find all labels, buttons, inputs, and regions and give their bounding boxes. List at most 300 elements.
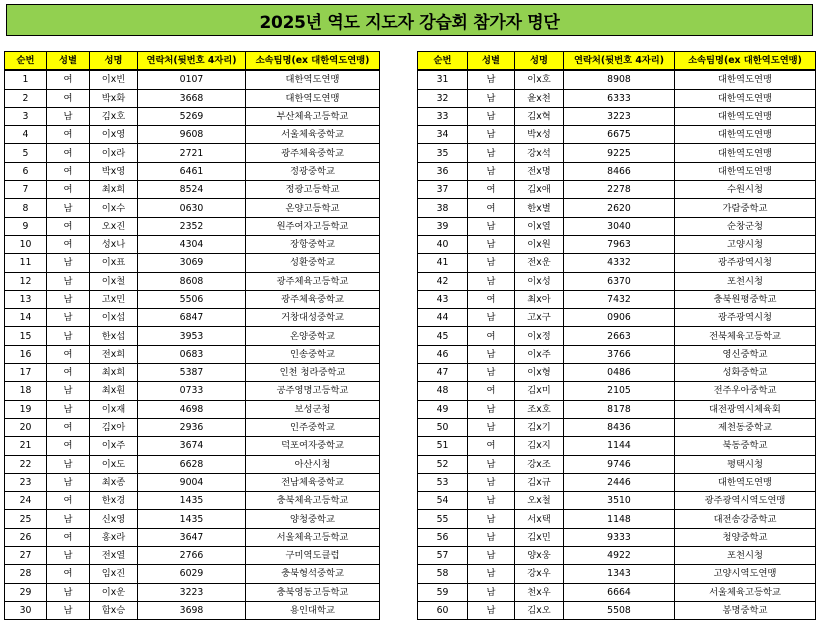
table-row — [5, 235, 380, 253]
cell-name: 임x진 — [90, 565, 138, 583]
cell-number: 35 — [418, 144, 468, 162]
cell-number: 20 — [5, 418, 47, 436]
cell-name: 김x민 — [515, 528, 564, 546]
cell-gender: 남 — [468, 583, 515, 601]
cell-contact: 0630 — [138, 199, 246, 217]
cell-gender: 여 — [47, 528, 90, 546]
cell-number: 22 — [5, 455, 47, 473]
cell-name: 이x재 — [90, 400, 138, 418]
cell-team: 아산시청 — [246, 455, 380, 473]
cell-name: 김x아 — [90, 418, 138, 436]
cell-contact: 8908 — [564, 70, 675, 89]
cell-team: 대한역도연맹 — [675, 126, 816, 144]
cell-name: 고x민 — [90, 290, 138, 308]
roster-table-right — [417, 51, 816, 620]
cell-number: 16 — [5, 345, 47, 363]
cell-contact: 6029 — [138, 565, 246, 583]
cell-number: 4 — [5, 126, 47, 144]
table-row — [418, 418, 816, 436]
cell-gender: 남 — [468, 126, 515, 144]
cell-team: 성화중학교 — [675, 364, 816, 382]
cell-name: 함x승 — [90, 601, 138, 619]
cell-team: 대한역도연맹 — [246, 70, 380, 89]
table-row — [418, 144, 816, 162]
cell-name: 서x택 — [515, 510, 564, 528]
cell-team: 구미역도클럽 — [246, 547, 380, 565]
header-team: 소속팀명(ex 대한역도연맹) — [246, 52, 380, 71]
cell-number: 43 — [418, 290, 468, 308]
cell-contact: 9333 — [564, 528, 675, 546]
table-row — [418, 492, 816, 510]
table-row — [418, 254, 816, 272]
cell-name: 강x우 — [515, 565, 564, 583]
cell-contact: 5269 — [138, 107, 246, 125]
cell-contact: 2278 — [564, 181, 675, 199]
cell-contact: 5506 — [138, 290, 246, 308]
table-row — [5, 583, 380, 601]
cell-number: 45 — [418, 327, 468, 345]
cell-number: 47 — [418, 364, 468, 382]
cell-team: 충북형석중학교 — [246, 565, 380, 583]
cell-gender: 남 — [468, 162, 515, 180]
cell-team: 대한역도연맹 — [675, 162, 816, 180]
cell-contact: 2105 — [564, 382, 675, 400]
cell-number: 40 — [418, 235, 468, 253]
cell-team: 정광고등학교 — [246, 181, 380, 199]
table-row — [418, 181, 816, 199]
cell-gender: 여 — [468, 327, 515, 345]
cell-contact: 2620 — [564, 199, 675, 217]
cell-number: 8 — [5, 199, 47, 217]
cell-team: 봉명중학교 — [675, 601, 816, 619]
cell-name: 천x우 — [515, 583, 564, 601]
cell-team: 부산체육고등학교 — [246, 107, 380, 125]
cell-team: 공주영명고등학교 — [246, 382, 380, 400]
cell-number: 52 — [418, 455, 468, 473]
cell-number: 5 — [5, 144, 47, 162]
cell-contact: 3223 — [138, 583, 246, 601]
cell-number: 23 — [5, 473, 47, 491]
cell-team: 서울체육고등학교 — [246, 528, 380, 546]
cell-team: 온양중학교 — [246, 327, 380, 345]
cell-team: 충북영동고등학교 — [246, 583, 380, 601]
cell-contact: 1435 — [138, 492, 246, 510]
cell-gender: 남 — [468, 235, 515, 253]
cell-number: 6 — [5, 162, 47, 180]
cell-gender: 남 — [468, 528, 515, 546]
table-row — [418, 217, 816, 235]
cell-name: 박x화 — [90, 89, 138, 107]
header-gender: 성별 — [47, 52, 90, 71]
cell-contact: 4922 — [564, 547, 675, 565]
cell-team: 양청중학교 — [246, 510, 380, 528]
cell-number: 50 — [418, 418, 468, 436]
cell-team: 광주광역시청 — [675, 309, 816, 327]
cell-name: 김x호 — [90, 107, 138, 125]
cell-number: 11 — [5, 254, 47, 272]
cell-gender: 여 — [47, 162, 90, 180]
cell-gender: 여 — [47, 126, 90, 144]
cell-team: 장항중학교 — [246, 235, 380, 253]
cell-name: 성x나 — [90, 235, 138, 253]
cell-number: 17 — [5, 364, 47, 382]
cell-contact: 2663 — [564, 327, 675, 345]
table-row — [5, 217, 380, 235]
cell-name: 홍x라 — [90, 528, 138, 546]
cell-gender: 여 — [468, 181, 515, 199]
table-row — [418, 455, 816, 473]
table-row — [418, 89, 816, 107]
header-contact: 연락처(뒷번호 4자리) — [138, 52, 246, 71]
header-contact: 연락처(뒷번호 4자리) — [564, 52, 675, 71]
cell-team: 고양시역도연맹 — [675, 565, 816, 583]
cell-gender: 남 — [47, 455, 90, 473]
cell-number: 39 — [418, 217, 468, 235]
table-row — [418, 400, 816, 418]
cell-team: 대한역도연맹 — [675, 473, 816, 491]
cell-gender: 여 — [47, 217, 90, 235]
cell-team: 대한역도연맹 — [246, 89, 380, 107]
table-row — [418, 364, 816, 382]
cell-number: 46 — [418, 345, 468, 363]
table-row — [5, 144, 380, 162]
cell-number: 7 — [5, 181, 47, 199]
cell-team: 거창대성중학교 — [246, 309, 380, 327]
cell-contact: 3668 — [138, 89, 246, 107]
table-row — [418, 235, 816, 253]
table-row — [5, 254, 380, 272]
cell-number: 29 — [5, 583, 47, 601]
cell-name: 이x주 — [515, 345, 564, 363]
cell-name: 최x아 — [515, 290, 564, 308]
cell-name: 이x라 — [90, 144, 138, 162]
table-row — [418, 309, 816, 327]
table-row — [5, 400, 380, 418]
cell-gender: 여 — [47, 345, 90, 363]
table-row — [5, 528, 380, 546]
cell-contact: 2352 — [138, 217, 246, 235]
table-row — [418, 70, 816, 89]
page-title: 2025년 역도 지도자 강습회 참가자 명단 — [6, 4, 813, 36]
cell-contact: 0486 — [564, 364, 675, 382]
cell-team: 용인대학교 — [246, 601, 380, 619]
cell-gender: 여 — [468, 290, 515, 308]
cell-contact: 8178 — [564, 400, 675, 418]
table-row — [5, 345, 380, 363]
cell-contact: 9225 — [564, 144, 675, 162]
cell-team: 원주여자고등학교 — [246, 217, 380, 235]
cell-name: 이x영 — [90, 126, 138, 144]
cell-team: 성환중학교 — [246, 254, 380, 272]
cell-number: 3 — [5, 107, 47, 125]
cell-team: 전주우아중학교 — [675, 382, 816, 400]
table-header-row — [418, 52, 816, 71]
table-row — [418, 473, 816, 491]
cell-contact: 4698 — [138, 400, 246, 418]
cell-name: 한x별 — [515, 199, 564, 217]
cell-gender: 남 — [47, 601, 90, 619]
cell-name: 이x원 — [515, 235, 564, 253]
cell-name: 이x표 — [90, 254, 138, 272]
cell-name: 최x훤 — [90, 382, 138, 400]
cell-gender: 남 — [468, 510, 515, 528]
cell-number: 49 — [418, 400, 468, 418]
table-row — [5, 510, 380, 528]
cell-team: 수원시청 — [675, 181, 816, 199]
table-row — [5, 181, 380, 199]
table-row — [418, 107, 816, 125]
cell-contact: 0107 — [138, 70, 246, 89]
cell-name: 김x오 — [515, 601, 564, 619]
cell-gender: 남 — [47, 473, 90, 491]
cell-team: 인송중학교 — [246, 345, 380, 363]
cell-contact: 6628 — [138, 455, 246, 473]
cell-gender: 여 — [47, 89, 90, 107]
table-row — [418, 565, 816, 583]
cell-name: 전x명 — [515, 162, 564, 180]
table-row — [418, 437, 816, 455]
cell-number: 31 — [418, 70, 468, 89]
table-row — [418, 272, 816, 290]
cell-name: 이x수 — [90, 199, 138, 217]
cell-gender: 남 — [47, 400, 90, 418]
table-row — [5, 107, 380, 125]
cell-gender: 남 — [468, 272, 515, 290]
cell-name: 신x영 — [90, 510, 138, 528]
table-row — [5, 492, 380, 510]
cell-gender: 여 — [468, 437, 515, 455]
cell-team: 서울체육고등학교 — [675, 583, 816, 601]
cell-contact: 8466 — [564, 162, 675, 180]
cell-contact: 6664 — [564, 583, 675, 601]
cell-name: 오x철 — [515, 492, 564, 510]
table-row — [5, 601, 380, 619]
cell-name: 이x주 — [90, 437, 138, 455]
cell-team: 보성군청 — [246, 400, 380, 418]
cell-contact: 8436 — [564, 418, 675, 436]
cell-contact: 0733 — [138, 382, 246, 400]
table-row — [418, 199, 816, 217]
cell-gender: 남 — [468, 364, 515, 382]
cell-contact: 3698 — [138, 601, 246, 619]
cell-gender: 남 — [468, 309, 515, 327]
cell-team: 북동중학교 — [675, 437, 816, 455]
cell-gender: 남 — [468, 565, 515, 583]
table-row — [418, 162, 816, 180]
cell-gender: 남 — [468, 601, 515, 619]
table-row — [5, 418, 380, 436]
cell-name: 이x형 — [515, 364, 564, 382]
cell-number: 59 — [418, 583, 468, 601]
cell-number: 10 — [5, 235, 47, 253]
cell-team: 대전광역시체육회 — [675, 400, 816, 418]
cell-name: 양x웅 — [515, 547, 564, 565]
cell-gender: 여 — [468, 199, 515, 217]
table-row — [418, 601, 816, 619]
header-name: 성명 — [90, 52, 138, 71]
cell-contact: 2766 — [138, 547, 246, 565]
cell-name: 이x호 — [515, 70, 564, 89]
cell-name: 강x석 — [515, 144, 564, 162]
cell-name: 이x성 — [515, 272, 564, 290]
cell-contact: 6333 — [564, 89, 675, 107]
cell-contact: 2721 — [138, 144, 246, 162]
table-row — [418, 327, 816, 345]
cell-contact: 9746 — [564, 455, 675, 473]
cell-contact: 3510 — [564, 492, 675, 510]
cell-name: 김x기 — [515, 418, 564, 436]
cell-team: 서울체육중학교 — [246, 126, 380, 144]
table-row — [418, 510, 816, 528]
roster-table-left — [4, 51, 380, 620]
cell-team: 광주광역시청 — [675, 254, 816, 272]
cell-name: 박x성 — [515, 126, 564, 144]
cell-number: 2 — [5, 89, 47, 107]
cell-contact: 5508 — [564, 601, 675, 619]
cell-team: 광주체육중학교 — [246, 290, 380, 308]
cell-team: 광주체육고등학교 — [246, 272, 380, 290]
header-team: 소속팀명(ex 대한역도연맹) — [675, 52, 816, 71]
cell-team: 청양중학교 — [675, 528, 816, 546]
table-header-row — [5, 52, 380, 71]
cell-number: 1 — [5, 70, 47, 89]
cell-gender: 여 — [47, 437, 90, 455]
cell-team: 온양고등학교 — [246, 199, 380, 217]
cell-gender: 남 — [47, 327, 90, 345]
table-row — [5, 199, 380, 217]
table-row — [418, 290, 816, 308]
cell-name: 이x도 — [90, 455, 138, 473]
cell-number: 51 — [418, 437, 468, 455]
cell-number: 15 — [5, 327, 47, 345]
cell-contact: 3223 — [564, 107, 675, 125]
cell-name: 고x구 — [515, 309, 564, 327]
cell-name: 조x호 — [515, 400, 564, 418]
cell-contact: 0906 — [564, 309, 675, 327]
cell-name: 김x혁 — [515, 107, 564, 125]
cell-team: 순창군청 — [675, 217, 816, 235]
header-number: 순번 — [418, 52, 468, 71]
table-row — [5, 327, 380, 345]
cell-gender: 여 — [47, 418, 90, 436]
cell-team: 평택시청 — [675, 455, 816, 473]
cell-contact: 3069 — [138, 254, 246, 272]
cell-gender: 남 — [47, 583, 90, 601]
cell-number: 9 — [5, 217, 47, 235]
cell-team: 인천 청라중학교 — [246, 364, 380, 382]
cell-number: 42 — [418, 272, 468, 290]
header-name: 성명 — [515, 52, 564, 71]
cell-team: 덕포여자중학교 — [246, 437, 380, 455]
cell-gender: 여 — [47, 181, 90, 199]
cell-name: 김x미 — [515, 382, 564, 400]
cell-contact: 9004 — [138, 473, 246, 491]
cell-name: 오x진 — [90, 217, 138, 235]
cell-number: 57 — [418, 547, 468, 565]
table-row — [5, 455, 380, 473]
cell-contact: 1148 — [564, 510, 675, 528]
table-row — [418, 583, 816, 601]
cell-contact: 1144 — [564, 437, 675, 455]
table-row — [5, 309, 380, 327]
table-row — [418, 547, 816, 565]
cell-contact: 6370 — [564, 272, 675, 290]
cell-team: 광주광역시역도연맹 — [675, 492, 816, 510]
cell-number: 27 — [5, 547, 47, 565]
cell-contact: 1343 — [564, 565, 675, 583]
cell-gender: 남 — [468, 547, 515, 565]
cell-number: 48 — [418, 382, 468, 400]
cell-team: 전남체육중학교 — [246, 473, 380, 491]
cell-number: 30 — [5, 601, 47, 619]
cell-team: 대한역도연맹 — [675, 144, 816, 162]
cell-contact: 3674 — [138, 437, 246, 455]
cell-number: 26 — [5, 528, 47, 546]
cell-gender: 남 — [47, 510, 90, 528]
cell-name: 이x정 — [515, 327, 564, 345]
cell-number: 25 — [5, 510, 47, 528]
cell-number: 21 — [5, 437, 47, 455]
cell-number: 54 — [418, 492, 468, 510]
table-row — [5, 547, 380, 565]
cell-number: 53 — [418, 473, 468, 491]
cell-contact: 4332 — [564, 254, 675, 272]
table-row — [5, 364, 380, 382]
cell-contact: 0683 — [138, 345, 246, 363]
cell-gender: 남 — [47, 547, 90, 565]
cell-contact: 8524 — [138, 181, 246, 199]
cell-team: 정광중학교 — [246, 162, 380, 180]
cell-number: 36 — [418, 162, 468, 180]
cell-number: 41 — [418, 254, 468, 272]
cell-contact: 3647 — [138, 528, 246, 546]
cell-gender: 남 — [468, 89, 515, 107]
cell-name: 이x운 — [90, 583, 138, 601]
cell-name: 한x경 — [90, 492, 138, 510]
cell-number: 33 — [418, 107, 468, 125]
cell-team: 대한역도연맹 — [675, 89, 816, 107]
cell-gender: 남 — [468, 217, 515, 235]
cell-team: 대한역도연맹 — [675, 107, 816, 125]
cell-team: 대전송강중학교 — [675, 510, 816, 528]
cell-gender: 남 — [468, 455, 515, 473]
cell-number: 44 — [418, 309, 468, 327]
table-row — [5, 272, 380, 290]
table-row — [5, 89, 380, 107]
cell-name: 강x조 — [515, 455, 564, 473]
cell-contact: 7432 — [564, 290, 675, 308]
cell-contact: 6847 — [138, 309, 246, 327]
cell-name: 박x영 — [90, 162, 138, 180]
cell-name: 최x희 — [90, 181, 138, 199]
cell-name: 최x희 — [90, 364, 138, 382]
cell-gender: 남 — [468, 492, 515, 510]
cell-number: 24 — [5, 492, 47, 510]
cell-gender: 남 — [468, 254, 515, 272]
cell-contact: 5387 — [138, 364, 246, 382]
cell-team: 제천동중학교 — [675, 418, 816, 436]
cell-team: 포천시청 — [675, 547, 816, 565]
table-row — [5, 382, 380, 400]
cell-gender: 남 — [468, 473, 515, 491]
cell-team: 고양시청 — [675, 235, 816, 253]
table-row — [5, 290, 380, 308]
cell-name: 이x빈 — [90, 70, 138, 89]
cell-team: 충북원평중학교 — [675, 290, 816, 308]
cell-gender: 남 — [47, 199, 90, 217]
cell-contact: 3766 — [564, 345, 675, 363]
cell-name: 김x규 — [515, 473, 564, 491]
